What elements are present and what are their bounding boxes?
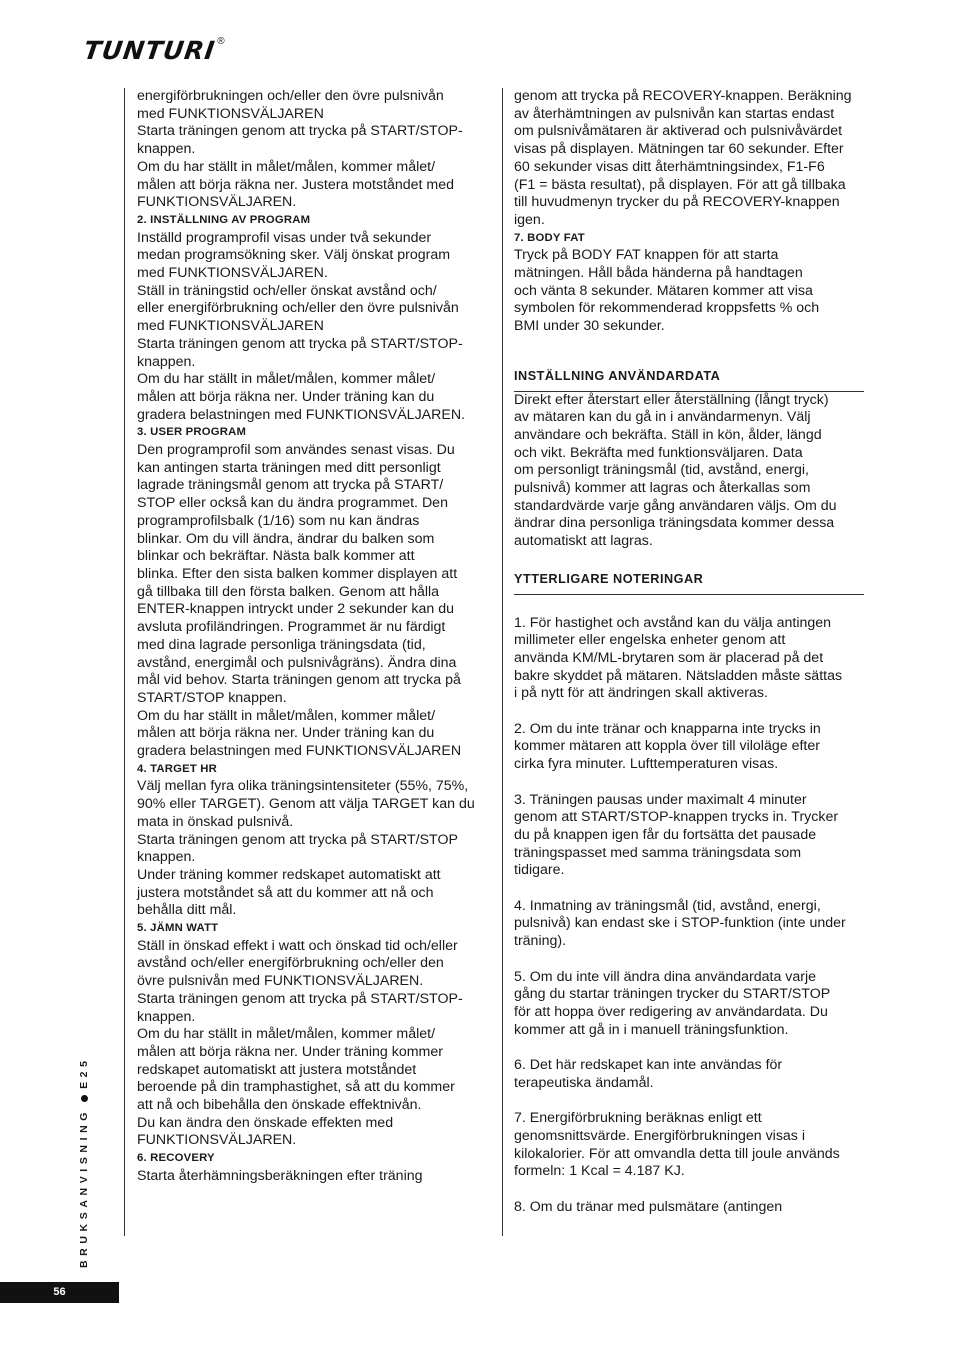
registered-mark: ® [217, 36, 225, 47]
section-heading: 6. RECOVERY [137, 1152, 215, 1165]
note-item: 2. Om du inte tränar och knapparna inte trycks in kommer mätaren att koppla över till viloläge efter cirka fyra minuter. Lufttemperaturen visas. [514, 720, 821, 773]
section-body: Inställd programprofil visas under två sekunder medan programsökning sker. Välj önskat program med FUNKTIONSVÄLJAREN. Ställ in träningstid och/eller önskat avstånd och/ eller energiförbrukning och/eller den övre pulsnivån med FUNKTIONSVÄLJAREN Starta träningen genom att trycka på START/STOP- knappen. Om du har ställt in målet/målen, kommer målet/ målen att börja räkna ner. Under träning kan du gradera belastningen med FUNKTIONSVÄLJAREN. [137, 229, 466, 423]
section-body: Välj mellan fyra olika träningsintensiteter (55%, 75%, 90% eller TARGET). Genom att välja TARGET kan du mata in önskad pulsnivå. Starta träningen genom att trycka på START/STOP knappen. Under träning kommer redskapet automatiskt att justera motståndet så att du kommer att nå och behålla ditt mål. [137, 778, 475, 919]
section-body: Starta återhämningsberäkningen efter träning [137, 1167, 423, 1184]
section-user-program [137, 424, 488, 760]
model-label: E25 [78, 1056, 90, 1089]
manual-label: BRUKSANVISNING [78, 1107, 90, 1268]
note-item: 6. Det här redskapet kan inte användas för terapeutiska ändamål. [514, 1057, 783, 1091]
note-item: 7. Energiförbrukning beräknas enligt ett genomsnittsvärde. Energiförbrukningen visas i kilokalorier. För att omvandla detta till joule används formeln: 1 Kcal = 4.187 KJ. [514, 1110, 840, 1180]
section-title: INSTÄLLNING ANVÄNDARDATA [514, 368, 864, 392]
left-column [124, 88, 488, 1236]
section-heading: 3. USER PROGRAM [137, 426, 247, 439]
right-column [502, 88, 864, 1236]
side-label [78, 1056, 90, 1268]
section-recovery [137, 1150, 488, 1185]
section-body: Den programprofil som användes senast visas. Du kan antingen starta träningen med ditt personligt lagrade träningsmål genom att trycka på START/ STOP eller också kan du ändra programmet. Den programprofilsbalk (1/16) som nu kan ändras blinkar. Om du vill ändra, ändrar du balken som blinkar och bekräftar. Nästa balk kommer att blinka. Efter den sista balken kommer displayen att gå tillbaka till den första balken. Genom att hålla ENTER-knappen intryckt under 2 sekunder kan du avsluta profiländringen. Programmet är nu färdigt med dina lagrade personliga träningsdata (tid, avstånd, energimål och pulsnivågräns). Ändra dina mål vid behov. Starta träningen genom att trycka på START/STOP knappen. Om du har ställt in målet/målen, kommer målet/ målen att börja räkna ner. Under träning kan du gradera belastningen med FUNKTIONSVÄLJAREN [137, 442, 462, 760]
section-program-setup [137, 212, 488, 424]
recovery-continued: genom att trycka på RECOVERY-knappen. Beräkning av återhämtningen av pulsnivån kan startas endast om pulsnivåmätaren är aktiverad och pulsnivåvärdet visas på displayen. Mätningen tar 60 sekunder. Efter 60 sekunder visas ditt återhämtningsindex, F1-F6 (F1 = bästa resultat), på displayen. För att gå tillbaka till huvudmenyn trycker du på RECOVERY-knappen igen. [514, 88, 852, 228]
intro-paragraph: energiförbrukningen och/eller den övre pulsnivån med FUNKTIONSVÄLJAREN Starta träningen genom att trycka på START/STOP- knappen. Om du har ställt in målet/målen, kommer målet/ målen att börja räkna ner. Justera motståndet med FUNKTIONSVÄLJAREN. [137, 88, 463, 211]
section-body: Direkt efter återstart eller återställning (långt tryck) av mätaren kan du gå in i användarmenyn. Välj användare och bekräfta. Ställ in kön, ålder, längd och vikt. Bekräfta med funktionsväljaren. Data om personligt träningsmål (tid, avstånd, energi, pulsnivå) kommer att lagras och återkallas som standardvärde varje gång användaren väljs. Om du ändrar dina personliga träningsdata kommer dessa automatiskt att lagras. [514, 391, 837, 550]
note-item: 8. Om du tränar med pulsmätare (antingen [514, 1198, 783, 1215]
section-body: Ställ in önskad effekt i watt och önskad tid och/eller avstånd och/eller energiförbrukning och/eller den övre pulsnivån med FUNKTIONSVÄLJAREN. Starta träningen genom att trycka på START/STOP- knappen. Om du har ställt in målet/målen, kommer målet/ målen att börja räkna ner. Under träning kommer redskapet automatiskt att justera motståndet beroende på din tramphastighet, så att du kommer att nå och bibehålla den önskade effektnivån. Du kan ändra den önskade effekten med FUNKTIONSVÄLJAREN. [137, 937, 463, 1149]
section-target-hr [137, 761, 488, 920]
note-item: 1. För hastighet och avstånd kan du välja antingen millimeter eller engelska enheter genom att använda KM/ML-brytaren som är placerad på det bakre skyddet på mätaren. Nätsladden måste sättas i på nytt för att ändringen skall aktiveras. [514, 614, 843, 702]
section-notes [514, 571, 864, 1217]
note-item: 4. Inmatning av träningsmål (tid, avstånd, energi, pulsnivå) kan endast ske i STOP-funktion (inte under träning). [514, 897, 846, 950]
section-heading: 4. TARGET HR [137, 762, 218, 775]
section-title: YTTERLIGARE NOTERINGAR [514, 571, 864, 595]
note-item: 3. Träningen pausas under maximalt 4 minuter genom att START/STOP-knappen trycks in. Trycker du på knappen igen får du fortsätta det pausade träningspasset med samma träningsdata som tidigare. [514, 791, 839, 879]
section-body: Tryck på BODY FAT knappen för att starta mätningen. Håll båda händerna på handtagen och vänta 8 sekunder. Mätaren kommer att visa symbolen för rekommenderad kroppsfetts % och BMI under 30 sekunder. [514, 247, 820, 335]
logo-wordmark: TUNTURI [81, 36, 218, 65]
section-constant-watt [137, 920, 488, 1150]
section-heading: 5. JÄMN WATT [137, 922, 219, 935]
section-heading: 2. INSTÄLLNING AV PROGRAM [137, 213, 311, 226]
section-body-fat [514, 230, 864, 336]
note-item: 5. Om du inte vill ändra dina användardata varje gång du startar träningen trycker du START/STOP för att hoppa över redigering av användardata. Du kommer att gå in i manuell träningsfunktion. [514, 968, 831, 1038]
page-number: 56 [0, 1282, 119, 1303]
bullet-dot-icon [81, 1095, 88, 1102]
section-heading: 7. BODY FAT [514, 231, 585, 244]
section-user-data [514, 368, 864, 551]
brand-logo [81, 36, 225, 65]
